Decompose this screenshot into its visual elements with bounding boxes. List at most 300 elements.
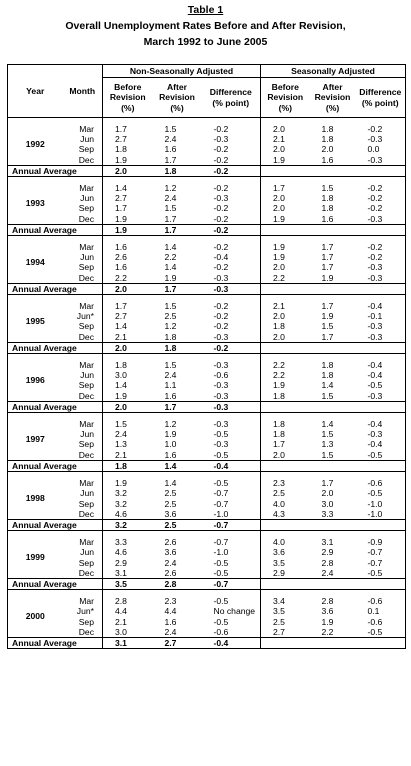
value-cell: 1.2 bbox=[164, 183, 177, 194]
annual-average-label: Annual Average bbox=[8, 342, 103, 353]
value-cell: 1.9 bbox=[164, 429, 177, 440]
value-cell: No change bbox=[213, 606, 256, 617]
value-cell: 1.6 bbox=[103, 262, 153, 272]
month-cell: Mar bbox=[79, 360, 94, 371]
table-row bbox=[8, 488, 406, 498]
annual-average-cell: 3.2 bbox=[103, 519, 153, 530]
value-cell: -0.3 bbox=[213, 272, 229, 283]
value-cell: 4.6 bbox=[103, 509, 153, 520]
value-cell: 3.1 bbox=[103, 568, 153, 579]
value-cell: 1.7 bbox=[321, 252, 334, 263]
value-cell: 2.9 bbox=[103, 558, 153, 568]
month-cell: Sep bbox=[78, 439, 94, 450]
value-cell: 3.6 bbox=[261, 547, 310, 557]
value-cell: -0.6 bbox=[213, 626, 229, 637]
annual-average-row bbox=[8, 224, 406, 235]
value-cell: 2.5 bbox=[261, 488, 310, 498]
value-cell: -0.2 bbox=[213, 213, 229, 224]
annual-average-cell bbox=[310, 460, 356, 471]
value-cell: -1.0 bbox=[213, 508, 229, 519]
annual-average-cell bbox=[261, 224, 310, 235]
value-cell: 2.4 bbox=[164, 370, 177, 381]
value-cell: 2.3 bbox=[164, 596, 177, 607]
value-cell: -0.6 bbox=[367, 478, 383, 489]
value-cell: -0.3 bbox=[367, 262, 383, 273]
value-cell: -0.3 bbox=[367, 134, 383, 145]
value-cell: 1.9 bbox=[321, 311, 334, 322]
value-cell: 2.2 bbox=[103, 273, 153, 284]
value-cell: 2.9 bbox=[321, 547, 334, 558]
value-cell: 1.7 bbox=[261, 439, 310, 449]
annual-average-label: Annual Average bbox=[8, 519, 103, 530]
value-cell: 2.4 bbox=[164, 134, 177, 145]
annual-average-cell bbox=[261, 578, 310, 589]
value-cell: 2.7 bbox=[261, 627, 310, 638]
value-cell: -0.2 bbox=[213, 242, 229, 253]
value-cell: 3.5 bbox=[261, 558, 310, 568]
annual-average-cell bbox=[356, 401, 406, 412]
value-cell: 1.9 bbox=[261, 242, 310, 252]
table-row bbox=[8, 193, 406, 203]
value-cell: -0.2 bbox=[213, 154, 229, 165]
table-row bbox=[8, 124, 406, 134]
annual-average-cell bbox=[261, 460, 310, 471]
annual-average-row bbox=[8, 460, 406, 471]
value-cell: 1.8 bbox=[261, 321, 310, 331]
value-cell: 3.3 bbox=[103, 537, 153, 547]
value-cell: 1.9 bbox=[321, 272, 334, 283]
value-cell: -0.2 bbox=[367, 252, 383, 263]
annual-average-cell: 2.0 bbox=[103, 401, 153, 412]
value-cell: -0.9 bbox=[367, 537, 383, 548]
month-cell: Sep bbox=[78, 557, 94, 568]
annual-average-cell bbox=[261, 283, 310, 294]
value-cell: -0.3 bbox=[213, 193, 229, 204]
table-row bbox=[8, 273, 406, 284]
annual-average-cell: 1.8 bbox=[153, 342, 202, 353]
value-cell: -0.3 bbox=[213, 439, 229, 450]
annual-average-label: Annual Average bbox=[8, 283, 103, 294]
value-cell: 1.4 bbox=[103, 183, 153, 193]
month-header: Month bbox=[63, 65, 103, 118]
value-cell: 2.0 bbox=[261, 311, 310, 321]
annual-average-cell bbox=[356, 165, 406, 176]
year-cell: 1997 bbox=[25, 434, 45, 445]
annual-average-cell bbox=[261, 519, 310, 530]
year-cell: 1999 bbox=[25, 552, 45, 563]
value-cell: 2.6 bbox=[164, 567, 177, 578]
value-cell: 1.9 bbox=[261, 252, 310, 262]
value-cell: 2.1 bbox=[103, 332, 153, 343]
annual-average-cell: 1.7 bbox=[153, 283, 202, 294]
annual-average-cell bbox=[310, 637, 356, 648]
value-cell: -0.2 bbox=[213, 321, 229, 332]
value-cell: 1.6 bbox=[164, 616, 177, 627]
month-cell: Mar bbox=[79, 537, 94, 548]
value-cell: 1.7 bbox=[103, 203, 153, 213]
value-cell: 2.4 bbox=[321, 567, 334, 578]
annual-average-cell bbox=[356, 637, 406, 648]
table-row bbox=[8, 144, 406, 154]
month-cell: Jun bbox=[80, 488, 94, 499]
table-row bbox=[8, 311, 406, 321]
month-cell: Jun bbox=[80, 193, 94, 204]
table-row bbox=[8, 499, 406, 509]
value-cell: -0.4 bbox=[367, 360, 383, 371]
year-cell: 1993 bbox=[25, 198, 45, 209]
month-cell: Mar bbox=[79, 596, 94, 607]
annual-average-label: Annual Average bbox=[8, 401, 103, 412]
month-cell: Jun bbox=[80, 370, 94, 381]
annual-average-cell: -0.2 bbox=[202, 165, 261, 176]
month-cell: Mar bbox=[79, 478, 94, 489]
annual-average-cell: -0.2 bbox=[202, 342, 261, 353]
value-cell: 1.7 bbox=[164, 154, 177, 165]
value-cell: 1.5 bbox=[164, 203, 177, 214]
value-cell: -0.5 bbox=[213, 429, 229, 440]
value-cell: 0.0 bbox=[367, 144, 380, 155]
value-cell: 2.8 bbox=[103, 596, 153, 606]
annual-average-cell: -0.2 bbox=[202, 224, 261, 235]
table-row bbox=[8, 568, 406, 579]
annual-average-cell bbox=[356, 224, 406, 235]
value-cell: 1.8 bbox=[321, 134, 334, 145]
annual-average-cell bbox=[356, 578, 406, 589]
value-cell: 1.6 bbox=[321, 213, 334, 224]
table-row bbox=[8, 439, 406, 449]
value-cell: -0.2 bbox=[367, 183, 383, 194]
value-cell: 2.0 bbox=[261, 262, 310, 272]
annual-average-cell bbox=[310, 578, 356, 589]
nsa-before-header: Before Revision (%) bbox=[103, 78, 153, 118]
annual-average-cell bbox=[356, 519, 406, 530]
table-row bbox=[8, 134, 406, 144]
table-row bbox=[8, 627, 406, 638]
table-row bbox=[8, 370, 406, 380]
value-cell: -0.5 bbox=[367, 380, 383, 391]
value-cell: 2.4 bbox=[164, 557, 177, 568]
value-cell: 1.8 bbox=[321, 203, 334, 214]
value-cell: 2.2 bbox=[164, 252, 177, 263]
unemployment-table bbox=[7, 64, 406, 649]
value-cell: 1.7 bbox=[321, 301, 334, 312]
value-cell: -0.2 bbox=[213, 311, 229, 322]
annual-average-cell bbox=[310, 224, 356, 235]
annual-average-cell bbox=[261, 165, 310, 176]
value-cell: 4.3 bbox=[261, 509, 310, 520]
value-cell: 1.4 bbox=[321, 419, 334, 430]
value-cell: -0.2 bbox=[367, 124, 383, 134]
value-cell: 2.5 bbox=[164, 498, 177, 509]
annual-average-row bbox=[8, 637, 406, 648]
table-row bbox=[8, 509, 406, 520]
annual-average-row bbox=[8, 165, 406, 176]
value-cell: 2.6 bbox=[164, 537, 177, 548]
value-cell: 1.1 bbox=[164, 380, 177, 391]
value-cell: -0.7 bbox=[213, 537, 229, 548]
table-row bbox=[8, 183, 406, 193]
value-cell: -0.2 bbox=[213, 144, 229, 155]
value-cell: 1.8 bbox=[321, 370, 334, 381]
value-cell: 2.7 bbox=[103, 311, 153, 321]
value-cell: -1.0 bbox=[367, 498, 383, 509]
value-cell: -0.5 bbox=[213, 596, 229, 607]
value-cell: 1.5 bbox=[321, 390, 334, 401]
table-subtitle: March 1992 to June 2005 bbox=[143, 36, 268, 48]
month-cell: Dec bbox=[78, 449, 94, 460]
value-cell: -0.3 bbox=[213, 380, 229, 391]
value-cell: -0.3 bbox=[367, 272, 383, 283]
value-cell: 2.0 bbox=[321, 488, 334, 499]
table-row bbox=[8, 558, 406, 568]
annual-average-cell bbox=[261, 637, 310, 648]
month-cell: Jun bbox=[80, 429, 94, 440]
sa-after-header: After Revision (%) bbox=[310, 78, 356, 118]
value-cell: 1.7 bbox=[321, 262, 334, 273]
value-cell: -0.5 bbox=[213, 557, 229, 568]
month-cell: Mar bbox=[79, 242, 94, 253]
annual-average-cell: 2.8 bbox=[153, 578, 202, 589]
value-cell: 2.8 bbox=[321, 557, 334, 568]
table-row bbox=[8, 596, 406, 606]
month-cell: Dec bbox=[78, 508, 94, 519]
value-cell: -0.3 bbox=[367, 390, 383, 401]
value-cell: 1.9 bbox=[261, 214, 310, 225]
value-cell: 3.4 bbox=[261, 596, 310, 606]
annual-average-cell: 1.4 bbox=[153, 460, 202, 471]
value-cell: 1.8 bbox=[321, 360, 334, 371]
table-row bbox=[8, 262, 406, 272]
table-row bbox=[8, 478, 406, 488]
value-cell: 1.4 bbox=[164, 262, 177, 273]
value-cell: 1.9 bbox=[103, 478, 153, 488]
value-cell: 1.8 bbox=[261, 391, 310, 402]
value-cell: 1.8 bbox=[103, 144, 153, 154]
value-cell: 2.2 bbox=[261, 360, 310, 370]
annual-average-cell: 3.5 bbox=[103, 578, 153, 589]
value-cell: -0.6 bbox=[213, 370, 229, 381]
value-cell: -0.5 bbox=[213, 478, 229, 489]
table-row bbox=[8, 252, 406, 262]
table-row bbox=[8, 332, 406, 343]
month-cell: Sep bbox=[78, 498, 94, 509]
annual-average-row bbox=[8, 342, 406, 353]
annual-average-cell: 2.0 bbox=[103, 342, 153, 353]
value-cell: 1.5 bbox=[321, 321, 334, 332]
value-cell: 2.0 bbox=[261, 450, 310, 461]
annual-average-row bbox=[8, 401, 406, 412]
month-cell: Jun bbox=[80, 134, 94, 145]
month-cell: Dec bbox=[78, 390, 94, 401]
value-cell: 2.1 bbox=[261, 134, 310, 144]
annual-average-cell: 2.5 bbox=[153, 519, 202, 530]
value-cell: 1.4 bbox=[321, 380, 334, 391]
value-cell: 4.6 bbox=[103, 547, 153, 557]
value-cell: 2.2 bbox=[321, 626, 334, 637]
value-cell: 2.7 bbox=[103, 134, 153, 144]
value-cell: -1.0 bbox=[213, 547, 229, 558]
value-cell: 2.5 bbox=[261, 617, 310, 627]
table-number: Table 1 bbox=[187, 4, 224, 16]
value-cell: 1.2 bbox=[164, 321, 177, 332]
value-cell: 3.6 bbox=[164, 547, 177, 558]
annual-average-cell bbox=[356, 342, 406, 353]
value-cell: 1.6 bbox=[103, 242, 153, 252]
value-cell: 3.5 bbox=[261, 606, 310, 616]
month-cell: Dec bbox=[78, 331, 94, 342]
value-cell: -0.2 bbox=[213, 124, 229, 134]
annual-average-cell bbox=[310, 165, 356, 176]
value-cell: -0.3 bbox=[213, 331, 229, 342]
value-cell: 1.6 bbox=[164, 390, 177, 401]
value-cell: 3.6 bbox=[164, 508, 177, 519]
month-cell: Sep bbox=[78, 321, 94, 332]
year-cell: 1996 bbox=[25, 375, 45, 386]
value-cell: -0.5 bbox=[367, 449, 383, 460]
month-cell: Jun* bbox=[76, 311, 94, 322]
value-cell: -0.3 bbox=[367, 321, 383, 332]
sa-diff-header: Difference (% point) bbox=[356, 78, 406, 118]
value-cell: 3.1 bbox=[321, 537, 334, 548]
value-cell: 3.6 bbox=[321, 606, 334, 617]
value-cell: 1.8 bbox=[261, 429, 310, 439]
value-cell: 3.0 bbox=[103, 627, 153, 638]
value-cell: -0.7 bbox=[213, 488, 229, 499]
value-cell: -0.3 bbox=[367, 213, 383, 224]
table-row bbox=[8, 203, 406, 213]
value-cell: 3.0 bbox=[321, 498, 334, 509]
annual-average-label: Annual Average bbox=[8, 578, 103, 589]
value-cell: -0.4 bbox=[367, 370, 383, 381]
month-cell: Sep bbox=[78, 262, 94, 273]
value-cell: 1.2 bbox=[164, 419, 177, 430]
value-cell: 2.0 bbox=[261, 332, 310, 343]
table-title: Overall Unemployment Rates Before and After Revision, bbox=[65, 20, 346, 32]
value-cell: 1.6 bbox=[321, 154, 334, 165]
value-cell: 2.4 bbox=[164, 193, 177, 204]
value-cell: -1.0 bbox=[367, 508, 383, 519]
value-cell: 1.4 bbox=[164, 478, 177, 489]
value-cell: 1.6 bbox=[164, 144, 177, 155]
sa-header: Seasonally Adjusted bbox=[261, 65, 406, 78]
annual-average-cell: 3.1 bbox=[103, 637, 153, 648]
table-row bbox=[8, 321, 406, 331]
value-cell: 3.2 bbox=[103, 499, 153, 509]
annual-average-row bbox=[8, 578, 406, 589]
value-cell: 1.8 bbox=[261, 419, 310, 429]
value-cell: 1.8 bbox=[164, 331, 177, 342]
value-cell: 1.5 bbox=[321, 183, 334, 194]
annual-average-cell: -0.7 bbox=[202, 578, 261, 589]
value-cell: 3.3 bbox=[321, 508, 334, 519]
annual-average-cell: -0.3 bbox=[202, 283, 261, 294]
value-cell: 1.9 bbox=[103, 391, 153, 402]
value-cell: 1.5 bbox=[164, 301, 177, 312]
value-cell: -0.2 bbox=[367, 242, 383, 253]
table-row bbox=[8, 429, 406, 439]
value-cell: 1.5 bbox=[321, 429, 334, 440]
value-cell: -0.5 bbox=[367, 626, 383, 637]
value-cell: -0.1 bbox=[367, 311, 383, 322]
annual-average-cell: -0.7 bbox=[202, 519, 261, 530]
annual-average-cell bbox=[310, 342, 356, 353]
annual-average-cell: -0.4 bbox=[202, 637, 261, 648]
value-cell: 2.5 bbox=[164, 311, 177, 322]
value-cell: 1.4 bbox=[164, 242, 177, 253]
value-cell: 1.8 bbox=[103, 360, 153, 370]
value-cell: 2.5 bbox=[164, 488, 177, 499]
value-cell: 1.7 bbox=[103, 301, 153, 311]
value-cell: 1.5 bbox=[321, 449, 334, 460]
value-cell: 2.1 bbox=[261, 301, 310, 311]
value-cell: -0.3 bbox=[213, 419, 229, 430]
month-cell: Dec bbox=[78, 626, 94, 637]
month-cell: Sep bbox=[78, 380, 94, 391]
value-cell: -0.3 bbox=[367, 429, 383, 440]
value-cell: -0.2 bbox=[213, 301, 229, 312]
value-cell: -0.3 bbox=[367, 154, 383, 165]
value-cell: 2.1 bbox=[103, 450, 153, 461]
value-cell: 1.4 bbox=[103, 380, 153, 390]
value-cell: -0.5 bbox=[213, 449, 229, 460]
value-cell: -0.7 bbox=[367, 557, 383, 568]
month-cell: Dec bbox=[78, 272, 94, 283]
value-cell: -0.3 bbox=[213, 360, 229, 371]
value-cell: 2.4 bbox=[164, 626, 177, 637]
value-cell: 1.7 bbox=[321, 478, 334, 489]
annual-average-cell: 2.0 bbox=[103, 165, 153, 176]
annual-average-cell bbox=[261, 401, 310, 412]
annual-average-cell: 1.8 bbox=[153, 165, 202, 176]
annual-average-cell: 2.7 bbox=[153, 637, 202, 648]
value-cell: 4.4 bbox=[164, 606, 177, 617]
value-cell: 1.5 bbox=[103, 419, 153, 429]
month-cell: Sep bbox=[78, 616, 94, 627]
value-cell: -0.5 bbox=[367, 567, 383, 578]
table-row bbox=[8, 360, 406, 370]
value-cell: 1.8 bbox=[321, 193, 334, 204]
table-row bbox=[8, 214, 406, 225]
value-cell: 2.8 bbox=[321, 596, 334, 607]
value-cell: 1.3 bbox=[103, 439, 153, 449]
table-row bbox=[8, 419, 406, 429]
month-cell: Mar bbox=[79, 419, 94, 430]
value-cell: -0.2 bbox=[367, 203, 383, 214]
value-cell: -0.7 bbox=[213, 498, 229, 509]
month-cell: Sep bbox=[78, 203, 94, 214]
table-row bbox=[8, 537, 406, 547]
value-cell: -0.4 bbox=[367, 439, 383, 450]
annual-average-label: Annual Average bbox=[8, 165, 103, 176]
value-cell: 1.7 bbox=[164, 213, 177, 224]
month-cell: Dec bbox=[78, 213, 94, 224]
value-cell: 2.3 bbox=[261, 478, 310, 488]
table-row bbox=[8, 450, 406, 461]
year-cell: 2000 bbox=[25, 611, 45, 622]
year-header: Year bbox=[8, 65, 63, 118]
month-cell: Jun bbox=[80, 252, 94, 263]
month-cell: Mar bbox=[79, 301, 94, 312]
value-cell: -0.2 bbox=[213, 262, 229, 273]
table-row bbox=[8, 380, 406, 390]
value-cell: 1.0 bbox=[164, 439, 177, 450]
value-cell: -0.5 bbox=[213, 567, 229, 578]
annual-average-row bbox=[8, 519, 406, 530]
annual-average-cell bbox=[261, 342, 310, 353]
value-cell: 1.4 bbox=[103, 321, 153, 331]
value-cell: 2.4 bbox=[103, 429, 153, 439]
value-cell: -0.4 bbox=[367, 419, 383, 430]
